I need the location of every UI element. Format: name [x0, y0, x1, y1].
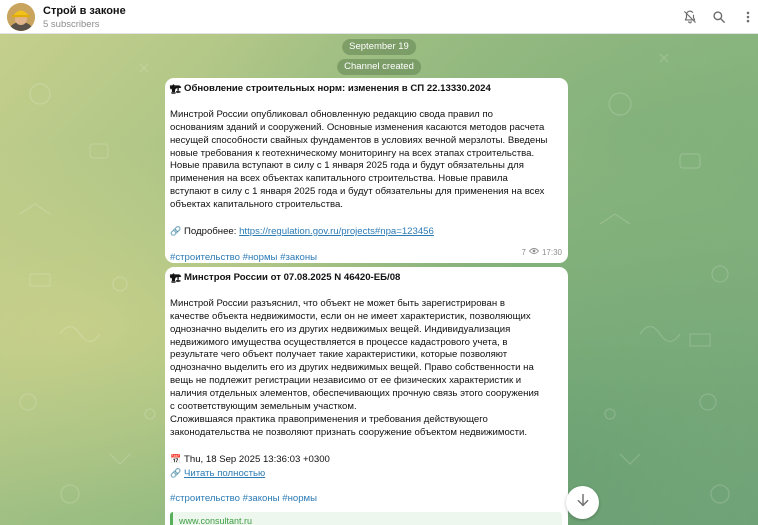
scroll-down-button[interactable] [566, 486, 599, 519]
preview-site-name: www.consultant.ru [179, 516, 253, 525]
message-text-line: вступают в силу с 1 января 2025 года и будут обязательны для применения на всех [170, 186, 545, 198]
hashtag-link[interactable]: #нормы [282, 493, 318, 505]
hashtag-link[interactable]: #строительство [170, 251, 240, 263]
message-text-line: новые требования к геотехническому мониторингу на всех этапах строительства. [170, 147, 535, 159]
message-time: 17:30 [541, 248, 562, 258]
channel-name[interactable]: Строй в законе [43, 5, 126, 17]
subscribers-count: 5 subscribers [43, 19, 100, 30]
message-text-line: Новые правила вступают в силу с 1 января 2025 года и будут обязательны для [170, 160, 524, 172]
message-text-line: Минстрой России опубликовал обновленную редакцию свода правил по [170, 108, 493, 120]
message-meta [522, 247, 562, 260]
read-more-link[interactable]: Читать полностью [184, 467, 266, 479]
message-title: Обновление строительных норм: изменения в СП 22.13330.2024 [184, 83, 491, 94]
date-separator: September 19 [342, 39, 416, 55]
message-text-line: качестве объекта недвижимости, если он не имеет характеристик, позволяющих [170, 310, 531, 322]
chat-area[interactable] [0, 34, 758, 525]
message-text-line: однозначно выделить его из других недвижимых вещей. Индивидуализация [170, 323, 511, 335]
details-label: Подробнее: [184, 225, 240, 237]
message-text-line: результате чего объект получает такие характеристики, которые позволяют [170, 349, 508, 361]
views-count: 7 [521, 248, 526, 258]
search-icon[interactable] [711, 9, 727, 25]
message-text-line: недвижимого имущества осуществляется в процессе кадастрового учета, в [170, 336, 508, 348]
hashtag-link[interactable]: #строительство [170, 493, 240, 505]
construction-crane-emoji: 🏗 [170, 273, 182, 283]
message-bubble[interactable] [165, 78, 568, 263]
bell-off-icon[interactable] [682, 9, 698, 25]
message-text-line: несущей способности свайных фундаментов в условиях вечной мерзлоты. Введены [170, 134, 548, 146]
message-text-line: Сложившаяся практика правоприменения и требования действующего [170, 413, 488, 425]
channel-avatar[interactable] [7, 3, 35, 31]
more-vertical-icon[interactable] [740, 9, 756, 25]
hashtag-link[interactable]: #законы [242, 493, 280, 505]
message-text-line: однозначно выделить его из других недвижимых вещей. Право собственности на [170, 362, 534, 374]
construction-crane-emoji: 🏗 [170, 84, 182, 94]
channel-created-notice: Channel created [337, 59, 421, 75]
message-text-line: с соответствующим земельным участком. [170, 401, 357, 413]
link-emoji: 🔗 [170, 225, 182, 236]
message-text-line: наличия отдельных элементов, обеспечивающих прочную связь этого сооружения [170, 388, 539, 400]
message-title: Минстроя России от 07.08.2025 N 46420-ЕБ/08 [184, 272, 401, 283]
calendar-emoji: 📅 [170, 453, 182, 464]
message-text-line: Минстрой России разъяснил, что объект не может быть зарегистрирован в [170, 297, 505, 309]
message-text-line: вещь не подлежит регистрации независимо от ее физических характеристик и [170, 375, 522, 387]
arrow-down-icon [575, 492, 591, 513]
chat-header [0, 0, 758, 34]
message-text-line: законодательства не позволяют признать сооружение объектом недвижимости. [170, 426, 527, 438]
link-emoji: 🔗 [170, 467, 182, 478]
hashtag-link[interactable]: #законы [280, 251, 318, 263]
eye-icon [529, 247, 539, 260]
message-bubble[interactable] [165, 267, 568, 525]
message-text-line: применения на всех объектах капитального строительства. Новые правила [170, 173, 508, 185]
link-preview[interactable] [170, 512, 562, 525]
hashtag-link[interactable]: #нормы [242, 251, 278, 263]
details-link[interactable]: https://regulation.gov.ru/projects#npa=123456 [239, 225, 434, 237]
message-text-line: основаниям зданий и сооружений. Основные изменения касаются методов расчета [170, 121, 545, 133]
message-date: Thu, 18 Sep 2025 13:36:03 +0300 [184, 453, 330, 465]
message-text-line: объектах капитального строительства. [170, 199, 343, 211]
